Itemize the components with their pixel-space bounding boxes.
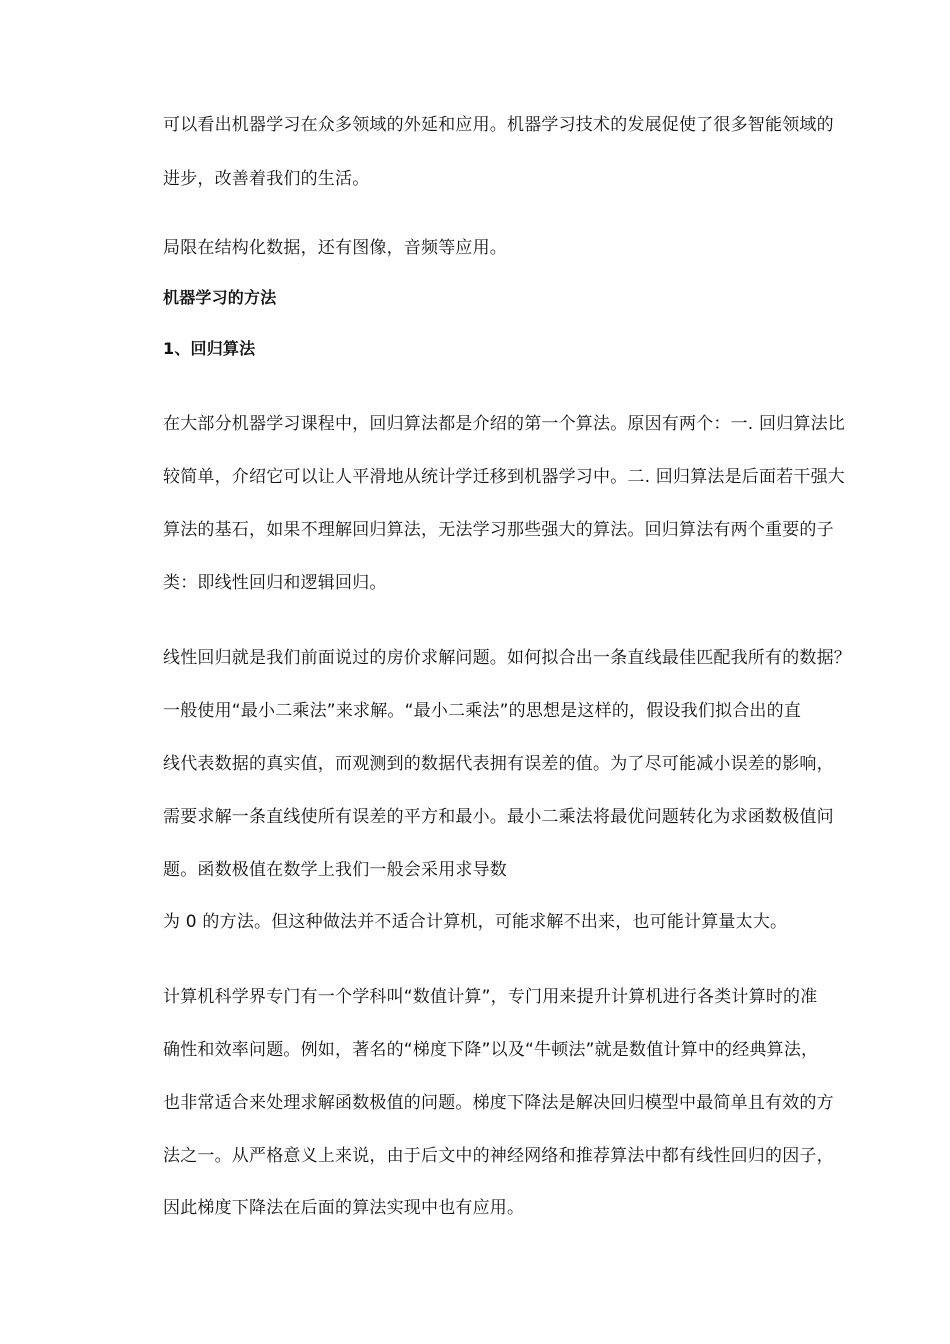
paragraph-line: 需要求解一条直线使所有误差的平方和最小。最小二乘法将最优问题转化为求函数极值问 (163, 807, 834, 827)
paragraph-line: 计算机科学界专门有一个学科叫“数值计算”，专门用来提升计算机进行各类计算时的准 (163, 987, 818, 1007)
paragraph-line: 一般使用“最小二乘法”来求解。“最小二乘法”的思想是这样的，假设我们拟合出的直 (163, 701, 802, 721)
paragraph-line: 题。函数极值在数学上我们一般会采用求导数 (163, 860, 507, 880)
paragraph-line: 进步，改善着我们的生活。 (163, 169, 370, 189)
paragraph-line: 算法的基石，如果不理解回归算法，无法学习那些强大的算法。回归算法有两个重要的子 (163, 520, 834, 540)
paragraph-line: 在大部分机器学习课程中，回归算法都是介绍的第一个算法。原因有两个：一. 回归算法比 (163, 414, 846, 434)
paragraph-line: 因此梯度下降法在后面的算法实现中也有应用。 (163, 1198, 525, 1218)
paragraph-line: 确性和效率问题。例如，著名的“梯度下降”以及“牛顿法”就是数值计算中的经典算法， (163, 1040, 819, 1060)
paragraph-line: 法之一。从严格意义上来说，由于后文中的神经网络和推荐算法中都有线性回归的因子， (163, 1146, 834, 1166)
subsection-heading: 1、回归算法 (163, 339, 256, 358)
paragraph-line: 类：即线性回归和逻辑回归。 (163, 573, 387, 593)
paragraph-line: 可以看出机器学习在众多领域的外延和应用。机器学习技术的发展促使了很多智能领域的 (163, 115, 834, 135)
paragraph-line: 线代表数据的真实值，而观测到的数据代表拥有误差的值。为了尽可能减小误差的影响， (163, 754, 834, 774)
paragraph-line: 线性回归就是我们前面说过的房价求解问题。如何拟合出一条直线最佳匹配我所有的数据？ (163, 648, 851, 668)
paragraph-line: 局限在结构化数据，还有图像，音频等应用。 (163, 238, 507, 258)
paragraph-line: 较简单，介绍它可以让人平滑地从统计学迁移到机器学习中。二. 回归算法是后面若干强大 (163, 467, 846, 487)
section-heading: 机器学习的方法 (163, 288, 277, 307)
paragraph-line: 为 0 的方法。但这种做法并不适合计算机，可能求解不出来，也可能计算量太大。 (163, 912, 788, 932)
paragraph-line: 也非常适合来处理求解函数极值的问题。梯度下降法是解决回归模型中最简单且有效的方 (163, 1093, 834, 1113)
